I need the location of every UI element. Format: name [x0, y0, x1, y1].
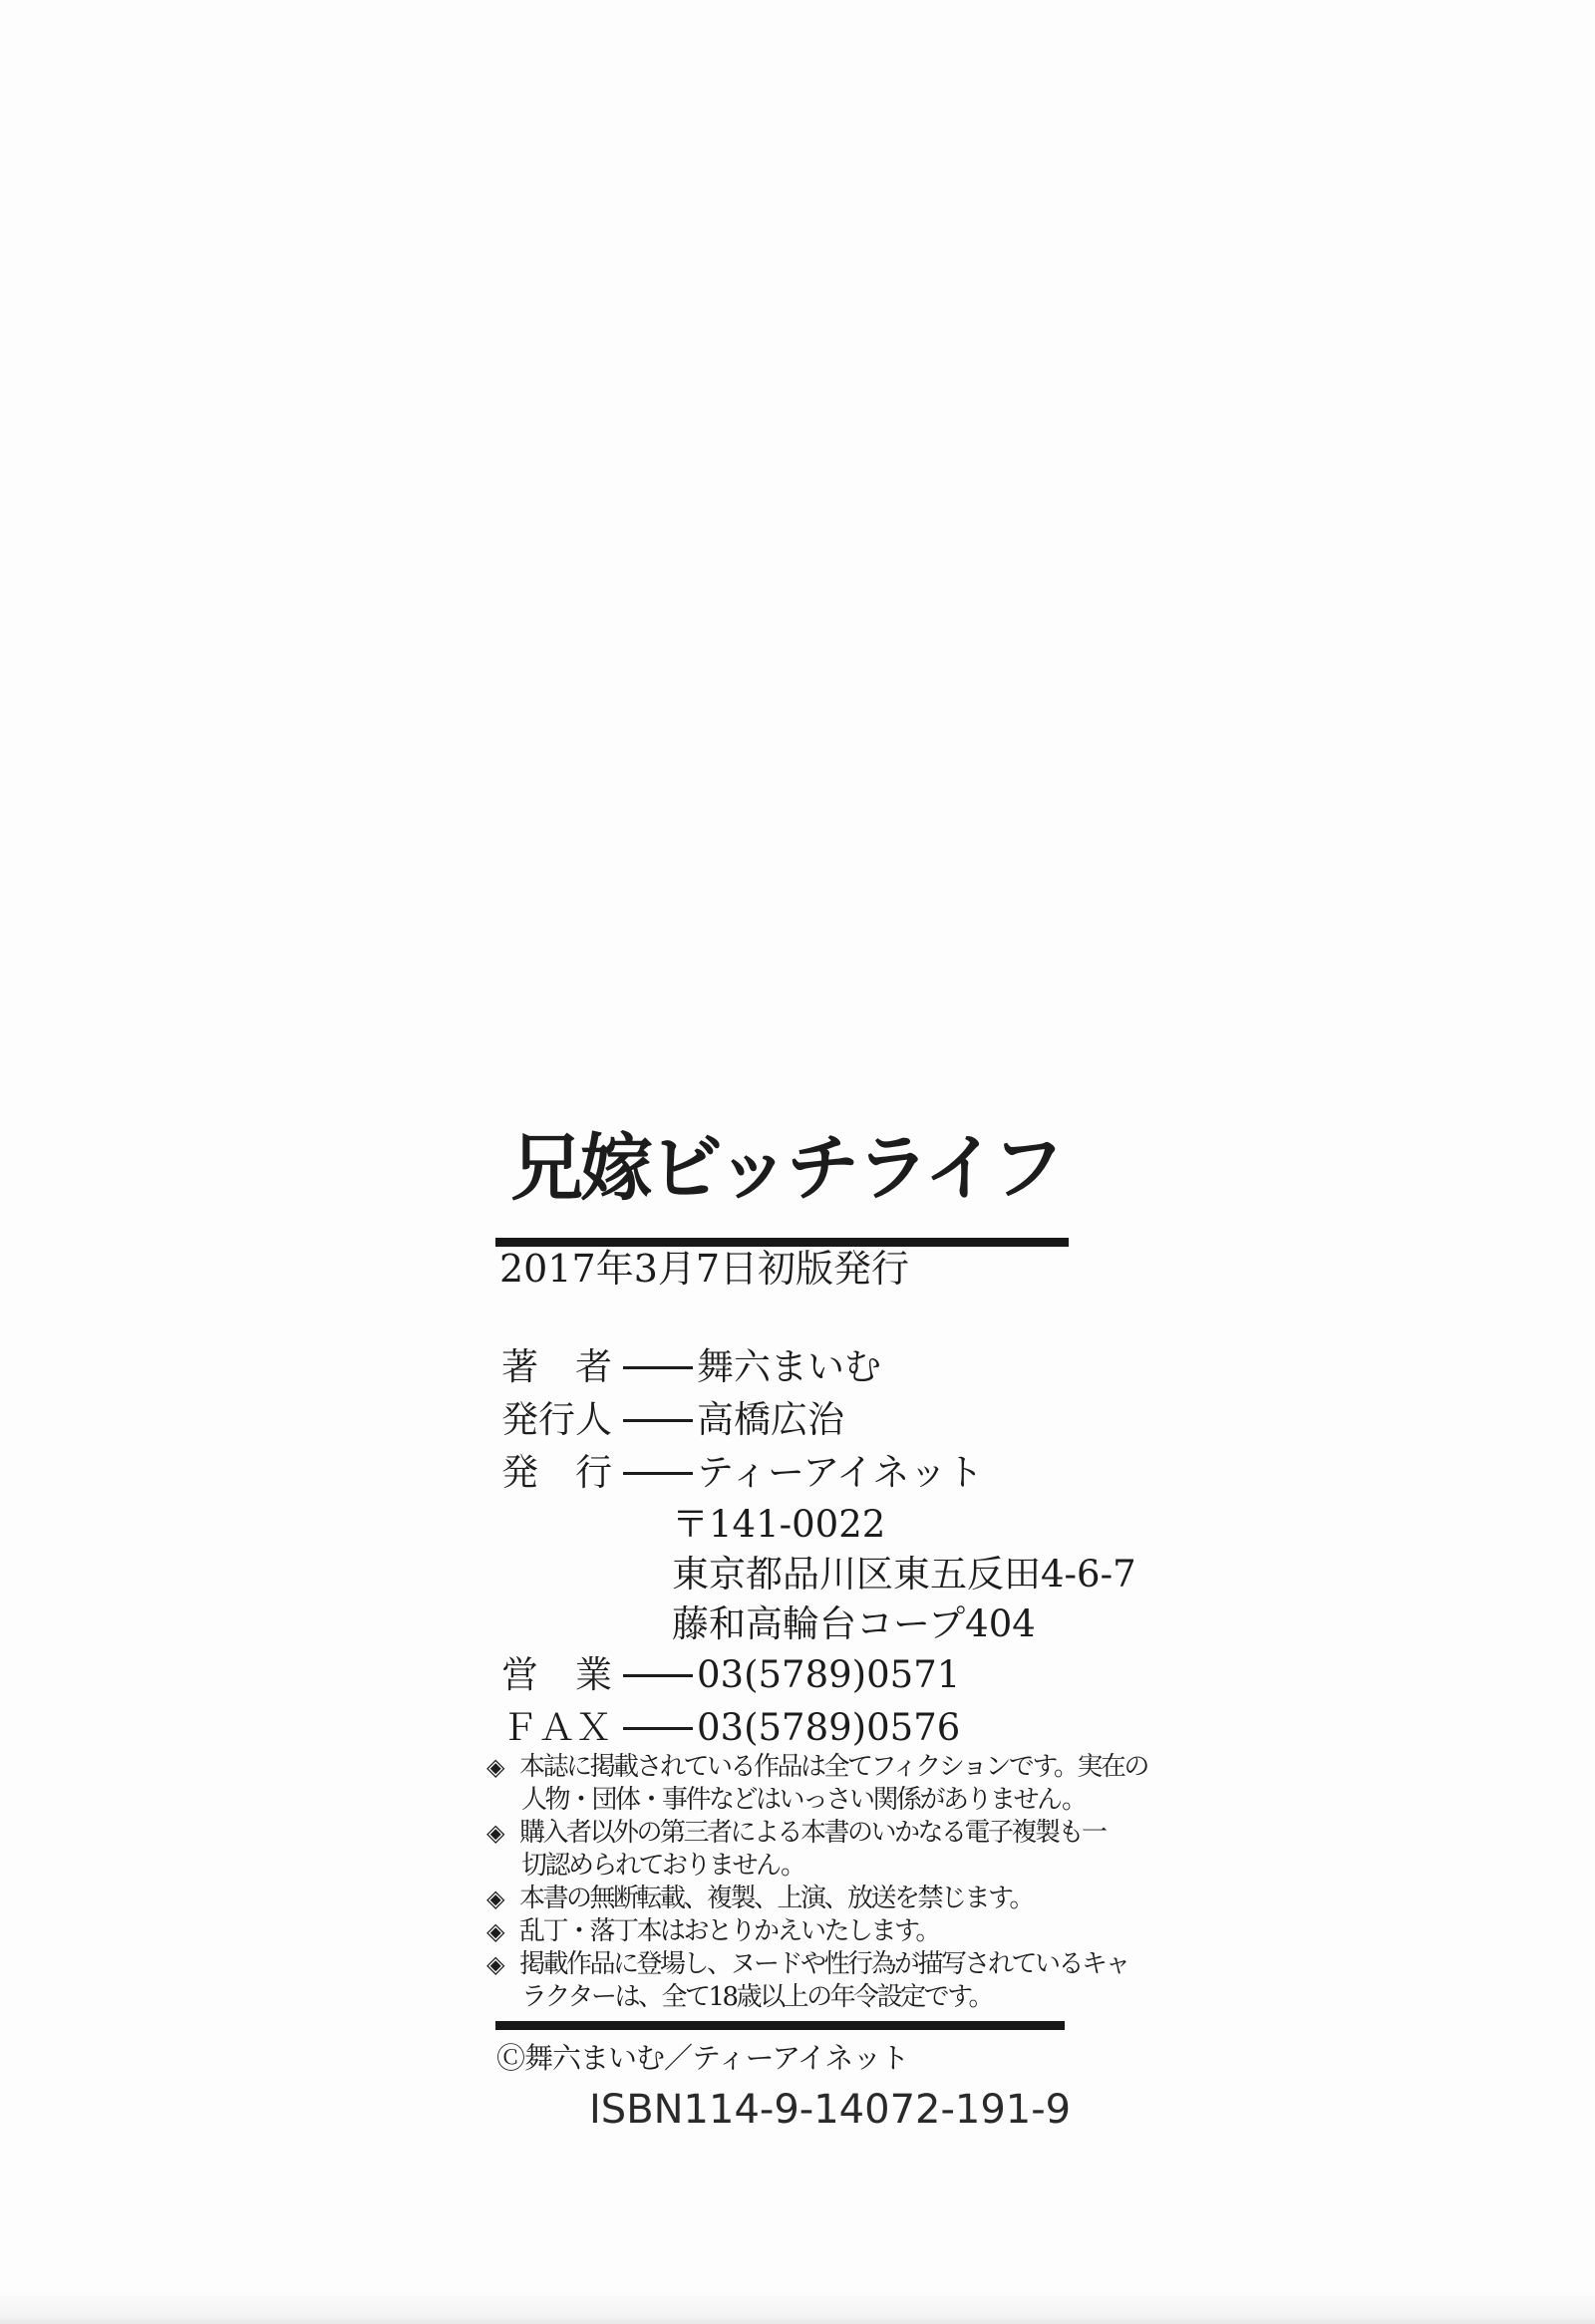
row-value: ティーアイネット: [697, 1451, 984, 1494]
notice-age-setting-cont: [486, 1981, 1164, 2014]
colophon-row-sales-phone: [501, 1655, 960, 1696]
diamond-bullet-icon: ◈: [486, 1950, 505, 1978]
notice-text: 本誌に掲載されている作品は全てフィクションです。実在の: [519, 1752, 1147, 1782]
notice-text: 切認められておりません。: [521, 1851, 804, 1881]
diamond-bullet-icon: ◈: [486, 1819, 505, 1847]
isbn-number: ISBN114-9-14072-191-9: [589, 2087, 1072, 2133]
notice-fiction-disclaimer: [486, 1751, 1164, 1784]
leader-dash: [623, 1472, 693, 1475]
notice-digital-copy: [486, 1817, 1164, 1850]
address-line-2: 藤和高輪台コープ404: [672, 1602, 1036, 1645]
book-title: 兄嫁ビッチライフ: [510, 1125, 1062, 1211]
leader-dash: [623, 1674, 693, 1677]
notice-text: 乱丁・落丁本はおとりかえいたします。: [519, 1916, 939, 1946]
diamond-bullet-icon: ◈: [486, 1917, 505, 1945]
notice-text: 人物・団体・事件などはいっさい関係がありません。: [521, 1785, 1086, 1815]
leader-dash: [623, 1419, 693, 1422]
notice-text: 本書の無断転載、複製、上演、放送を禁じます。: [519, 1884, 1033, 1913]
leader-dash: [623, 1366, 693, 1369]
print-date: 2017年3月7日初版発行: [499, 1247, 910, 1291]
colophon-row-fax: [501, 1708, 960, 1749]
row-label: 発 行: [501, 1451, 612, 1494]
notice-age-setting: [486, 1948, 1164, 1981]
colophon-row-publisher-person: [501, 1400, 844, 1441]
row-label: 営 業: [501, 1653, 612, 1696]
row-label: 著 者: [501, 1345, 612, 1388]
row-value: 舞六まいむ: [697, 1345, 881, 1388]
address-line-1: 東京都品川区東五反田4-6-7: [672, 1553, 1136, 1596]
row-value: 03(5789)0576: [697, 1706, 961, 1749]
row-value: 03(5789)0571: [697, 1653, 961, 1696]
notice-text: 掲載作品に登場し、ヌードや性行為が描写されているキャ: [519, 1949, 1129, 1979]
diamond-bullet-icon: ◈: [486, 1885, 505, 1912]
notice-text: 購入者以外の第三者による本書のいかなる電子複製も一: [519, 1818, 1106, 1848]
colophon-row-author: [501, 1347, 881, 1388]
notice-defective-copies: [486, 1915, 1164, 1948]
legal-notices: [486, 1751, 1164, 2014]
colophon-row-publisher: [501, 1453, 984, 1494]
copyright-line: Ⓒ舞六まいむ／ティーアイネット: [496, 2041, 909, 2075]
scan-edge-shadow: [0, 2290, 1595, 2324]
footer-divider-rule: [495, 2021, 1065, 2030]
row-value: 高橋広治: [697, 1398, 844, 1441]
notice-digital-copy-cont: [486, 1850, 1164, 1883]
title-divider-rule: [495, 1238, 1069, 1247]
row-label: ＦＡＸ: [501, 1706, 612, 1749]
postal-code: 〒141-0022: [672, 1503, 886, 1546]
notice-reproduction: [486, 1883, 1164, 1915]
notice-fiction-disclaimer-cont: [486, 1784, 1164, 1817]
notice-text: ラクターは、全て18歳以上の年令設定です。: [521, 1982, 992, 2012]
leader-dash: [623, 1727, 693, 1730]
row-label: 発行人: [501, 1398, 612, 1441]
diamond-bullet-icon: ◈: [486, 1753, 505, 1781]
